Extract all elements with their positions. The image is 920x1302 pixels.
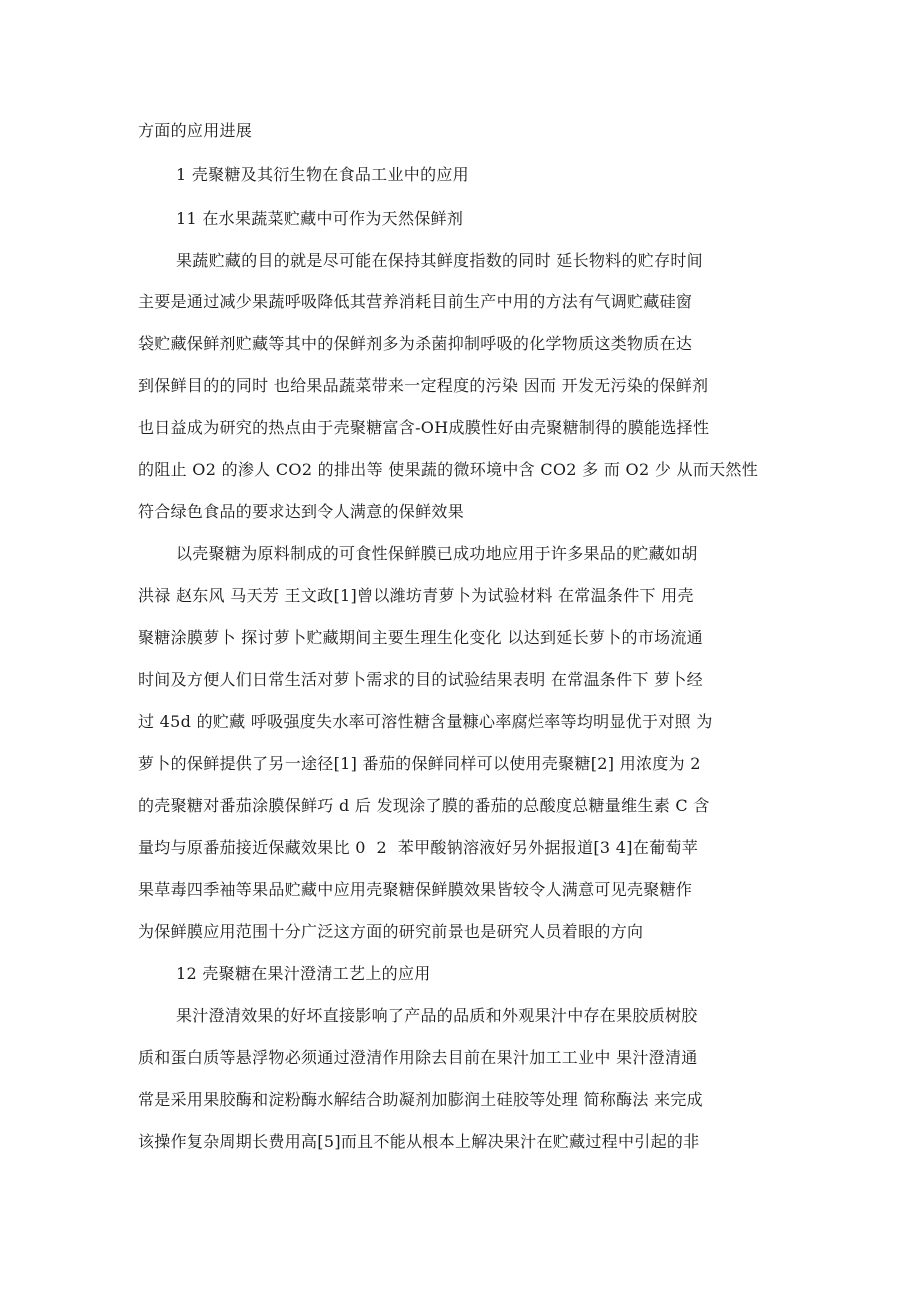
paragraph-line: 为保鲜膜应用范围十分广泛这方面的研究前景也是研究人员着眼的方向	[138, 922, 644, 941]
paragraph-line: 该操作复杂周期长费用高[5]而且不能从根本上解决果汁在贮藏过程中引起的非	[138, 1132, 700, 1151]
paragraph-line: 袋贮藏保鲜剂贮藏等其中的保鲜剂多为杀菌抑制呼吸的化学物质这类物质在达	[138, 334, 693, 353]
paragraph-line: 时间及方便人们日常生活对萝卜需求的目的试验结果表明 在常温条件下 萝卜经	[138, 670, 703, 689]
paragraph-line: 符合绿色食品的要求达到令人满意的保鲜效果	[138, 502, 465, 521]
section-heading: 1 壳聚糖及其衍生物在食品工业中的应用	[176, 165, 469, 184]
paragraph-line: 聚糖涂膜萝卜 探讨萝卜贮藏期间主要生理生化变化 以达到延长萝卜的市场流通	[138, 628, 703, 647]
paragraph-line: 到保鲜目的的同时 也给果品蔬菜带来一定程度的污染 因而 开发无污染的保鲜剂	[138, 376, 709, 395]
paragraph-line: 的阻止 O2 的渗人 CO2 的排出等 使果蔬的微环境中含 CO2 多 而 O2 少 从而天然性	[138, 460, 759, 479]
paragraph-line: 常是采用果胶酶和淀粉酶水解结合助凝剂加膨润土硅胶等处理 简称酶法 来完成	[138, 1090, 703, 1109]
paragraph-line: 果汁澄清效果的好坏直接影响了产品的品质和外观果汁中存在果胶质树胶	[176, 1006, 698, 1025]
paragraph-line: 洪禄 赵东风 马天芳 王文政[1]曾以潍坊青萝卜为试验材料 在常温条件下 用壳	[138, 586, 694, 605]
paragraph-line: 以壳聚糖为原料制成的可食性保鲜膜已成功地应用于许多果品的贮藏如胡	[176, 544, 698, 563]
paragraph-line: 果草毒四季袖等果品贮藏中应用壳聚糖保鲜膜效果皆较令人满意可见壳聚糖作	[138, 880, 693, 899]
subsection-heading: 12 壳聚糖在果汁澄清工艺上的应用	[176, 964, 431, 983]
paragraph-line: 质和蛋白质等悬浮物必须通过澄清作用除去目前在果汁加工工业中 果汁澄清通	[138, 1048, 698, 1067]
paragraph-line: 果蔬贮藏的目的就是尽可能在保持其鲜度指数的同时 延长物料的贮存时间	[176, 251, 703, 270]
text-line: 方面的应用进展	[138, 121, 253, 140]
paragraph-line: 主要是通过减少果蔬呼吸降低其营养消耗目前生产中用的方法有气调贮藏硅窗	[138, 292, 693, 311]
paragraph-line: 的壳聚糖对番茄涂膜保鲜巧 d 后 发现涂了膜的番茄的总酸度总糖量维生素 C 含	[138, 796, 710, 815]
paragraph-line: 萝卜的保鲜提供了另一途径[1] 番茄的保鲜同样可以使用壳聚糖[2] 用浓度为 2	[138, 754, 701, 773]
paragraph-line: 过 45d 的贮藏 呼吸强度失水率可溶性糖含量糠心率腐烂率等均明显优于对照 为	[138, 712, 713, 731]
paragraph-line: 量均与原番茄接近保藏效果比 0 2 苯甲酸钠溶液好另外据报道[3 4]在葡萄苹	[138, 838, 699, 857]
paragraph-line: 也日益成为研究的热点由于壳聚糖富含-OH成膜性好由壳聚糖制得的膜能选择性	[138, 418, 710, 437]
subsection-heading: 11 在水果蔬菜贮藏中可作为天然保鲜剂	[176, 209, 464, 228]
